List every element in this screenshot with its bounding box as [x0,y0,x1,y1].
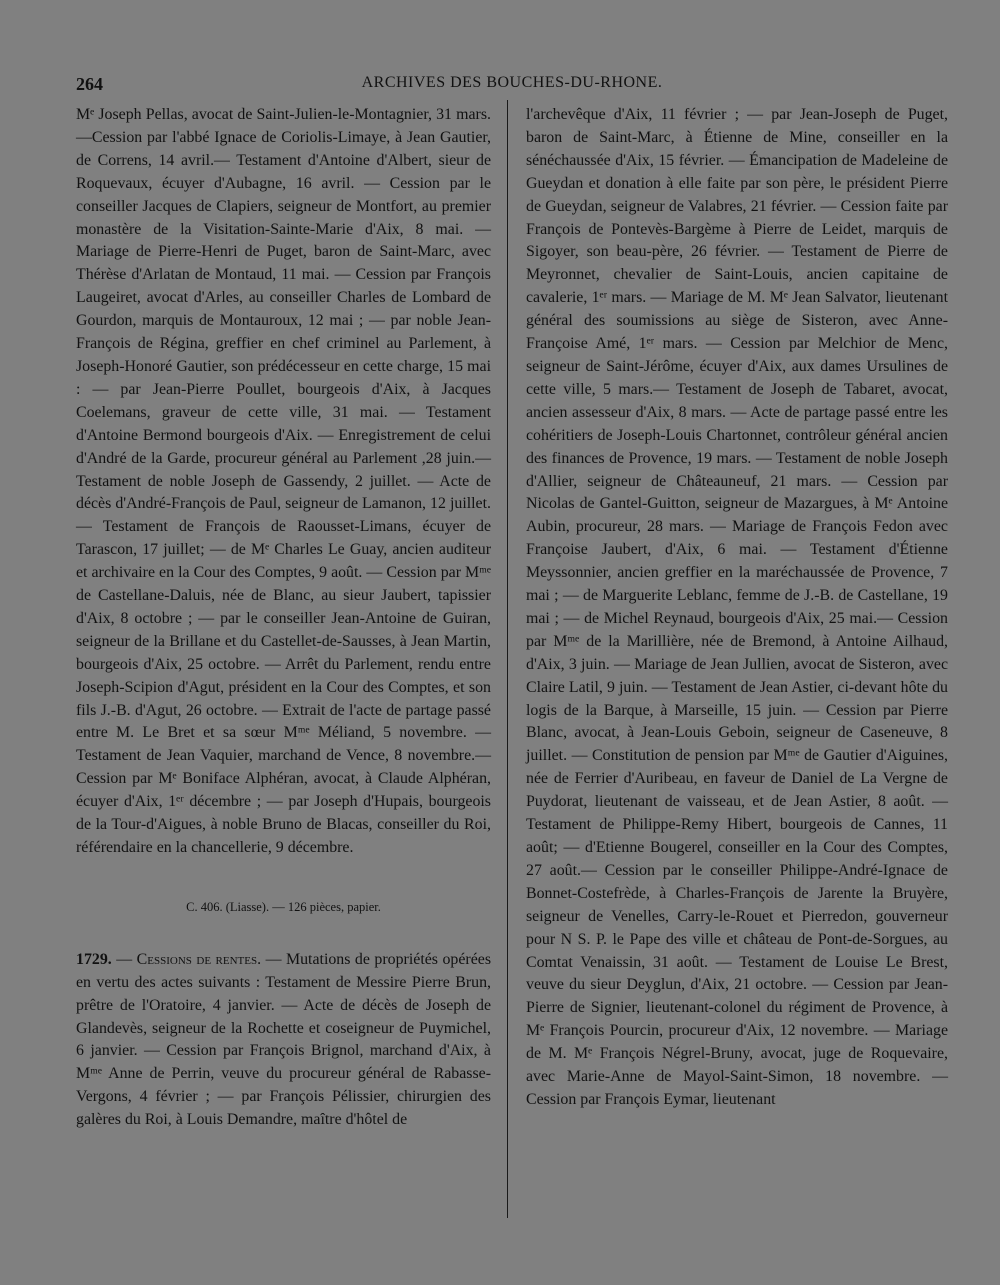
left-paragraph-2 [76,949,491,1132]
left-column [76,104,491,1132]
running-title: ARCHIVES DES BOUCHES-DU-RHONE. [361,74,663,91]
section-title: — Cessions de rentes. [116,950,262,968]
right-paragraph-1: l'archevêque d'Aix, 11 février ; — par Jean-Joseph de Puget, baron de Saint-Marc, à Étienne de Mine, conseiller en la sénéchaussée d'Aix, 15 février. — Émancipation de Madeleine de Gueydan et donation à elle faite par son père, le président Pierre de Gueydan, seigneur de Valabres, 21 février. — Cession faite par François de Pontevès-Bargème à Pierre de Leidet, marquis de Sigoyer, son beau-père, 26 février. — Testament de Pierre de Meyronnet, chevalier de Saint-Louis, ancien capitaine de cavalerie, 1ᵉʳ mars. — Mariage de M. Mᵉ Jean Salvator, lieutenant général des soumissions au siège de Sisteron, avec Anne-Françoise Amé, 1ᵉʳ mars. — Cession par Melchior de Menc, seigneur de Saint-Jérôme, écuyer d'Aix, aux dames Ursulines de cette ville, 5 mars.— Testament de Joseph de Tabaret, avocat, ancien assesseur d'Aix, 8 mars. — Acte de partage passé entre les cohéritiers de Joseph-Louis Chartonnet, contrôleur général ancien des finances de Provence, 19 mars. — Testament de noble Joseph d'Allier, seigneur de Châteauneuf, 21 mars. — Cession par Nicolas de Gantel-Guitton, seigneur de Mazargues, à Mᵉ Antoine Aubin, procureur, 28 mars. — Mariage de François Fedon avec Françoise Jaubert, d'Aix, 6 mai. — Testament d'Étienne Meyssonnier, ancien greffier en la maréchaussée de Provence, 7 mai ; — de Marguerite Leblanc, femme de J.-B. de Castellane, 19 mai ; — de Michel Reynaud, bourgeois d'Aix, 25 mai.— Cession par Mᵐᵉ de la Marillière, née de Bremond, à Antoine Ailhaud, d'Aix, 3 juin. — Mariage de Jean Jullien, avocat de Sisteron, avec Claire Latil, 9 juin. — Testament de Jean Astier, ci-devant hôte du logis de la Barque, à Marseille, 15 juin. — Cession par Pierre Blanc, avocat, à Jean-Louis Geboin, seigneur de Caseneuve, 8 juillet. — Constitution de pension par Mᵐᵉ de Gautier d'Aiguines, née de Ferrier d'Auribeau, en faveur de Daniel de La Vergne de Puydorat, lieutenant de vaisseau, et de Jean Astier, 8 août. — Testament de Philippe-Remy Hibert, bourgeois de Cannes, 11 août; — d'Etienne Bougerel, conseiller en la Cour des Comptes, 27 août.— Cession par le conseiller Philippe-André-Ignace de Bonnet-Costefrède, à Charles-François de Jarente la Bruyère, seigneur de Venelles, Carry-le-Rouet et Pierredon, gouverneur pour N S. P. le Pape des ville et château de Pont-de-Sorgues, au Comtat Venaissin, 31 août. — Testament de Louise Le Brest, veuve du sieur Deyglun, d'Aix, 21 octobre. — Cession par Jean-Pierre de Signier, lieutenant-colonel du régiment de Provence, à Mᵉ François Pourcin, procureur d'Aix, 12 novembre. — Mariage de M. Mᵉ François Négrel-Bruny, avocat, juge de Roquevaire, avec Marie-Anne de Mayol-Saint-Simon, 18 novembre. — Cession par François Eymar, lieutenant [526,106,948,1108]
year-heading: 1729. [76,950,112,968]
left-paragraph-2-text: — Mutations de propriétés opérées en vertu des actes suivants : Testament de Messire Pierre Brun, prêtre de l'Oratoire, 4 janvier. — Acte de décès de Joseph de Glandevès, seigneur de la Rochette et coseigneur de Puymichel, 6 janvier. — Cession par François Brignol, marchand d'Aix, à Mᵐᵉ Anne de Perrin, veuve du procureur général de Rabasse-Vergons, 4 février ; — par François Pélissier, chirurgien des galères du Roi, à Louis Demandre, maître d'hôtel de [76,950,491,1129]
page-header [76,74,948,100]
column-divider [507,100,508,1218]
page-number: 264 [76,74,103,94]
left-paragraph-1: Mᵉ Joseph Pellas, avocat de Saint-Julien-le-Montagnier, 31 mars.—Cession par l'abbé Ignace de Coriolis-Limaye, à Jean Gautier, de Correns, 14 avril.— Testament d'Antoine d'Albert, sieur de Roquevaux, écuyer d'Aubagne, 16 avril. — Cession par le conseiller Jacques de Clapiers, seigneur de Montfort, au premier monastère de la Visitation-Sainte-Marie d'Aix, 8 mai. — Mariage de Pierre-Henri de Puget, baron de Saint-Marc, avec Thérèse d'Arlatan de Montaud, 11 mai. — Cession par François Laugeiret, avocat d'Arles, au conseiller Charles de Lombard de Gourdon, marquis de Montauroux, 12 mai ; — par noble Jean-François de Régina, greffier en chef criminel au Parlement, à Joseph-Honoré Gautier, son prédécesseur en cette charge, 15 mai : — par Jean-Pierre Poullet, bourgeois d'Aix, à Jacques Coelemans, graveur de cette ville, 31 mai. — Testament d'Antoine Bermond bourgeois d'Aix. — Enregistrement de celui d'André de la Garde, procureur général au Parlement ,28 juin.— Testament de noble Joseph de Gassendy, 2 juillet. — Acte de décès d'André-François de Paul, seigneur de Lamanon, 12 juillet.— Testament de François de Raousset-Limans, écuyer de Tarascon, 17 juillet; — de Mᵉ Charles Le Guay, ancien auditeur et archivaire en la Cour des Comptes, 9 août. — Cession par Mᵐᵉ de Castellane-Daluis, née de Blanc, au sieur Jaubert, tapissier d'Aix, 8 octobre ; — par le conseiller Jean-Antoine de Guiran, seigneur de la Brillane et du Castellet-de-Sausses, à Jean Martin, bourgeois d'Aix, 25 octobre. — Arrêt du Parlement, rendu entre Joseph-Scipion d'Agut, président en la Cour des Comptes, et son fils J.-B. d'Agut, 26 octobre. — Extrait de l'acte de partage passé entre M. Le Bret et sa sœur Mᵐᵉ Méliand, 5 novembre. — Testament de Jean Vaquier, marchand de Vence, 8 novembre.—Cession par Mᵉ Boniface Alphéran, avocat, à Claude Alphéran, écuyer d'Aix, 1ᵉʳ décembre ; — par Joseph d'Hupais, bourgeois de la Tour-d'Aigues, à noble Bruno de Blacas, conseiller du Roi, référendaire en la chancellerie, 9 décembre. [76,106,491,856]
archive-caption: C. 406. (Liasse). — 126 pièces, papier. [186,899,381,914]
right-column [526,104,948,1112]
